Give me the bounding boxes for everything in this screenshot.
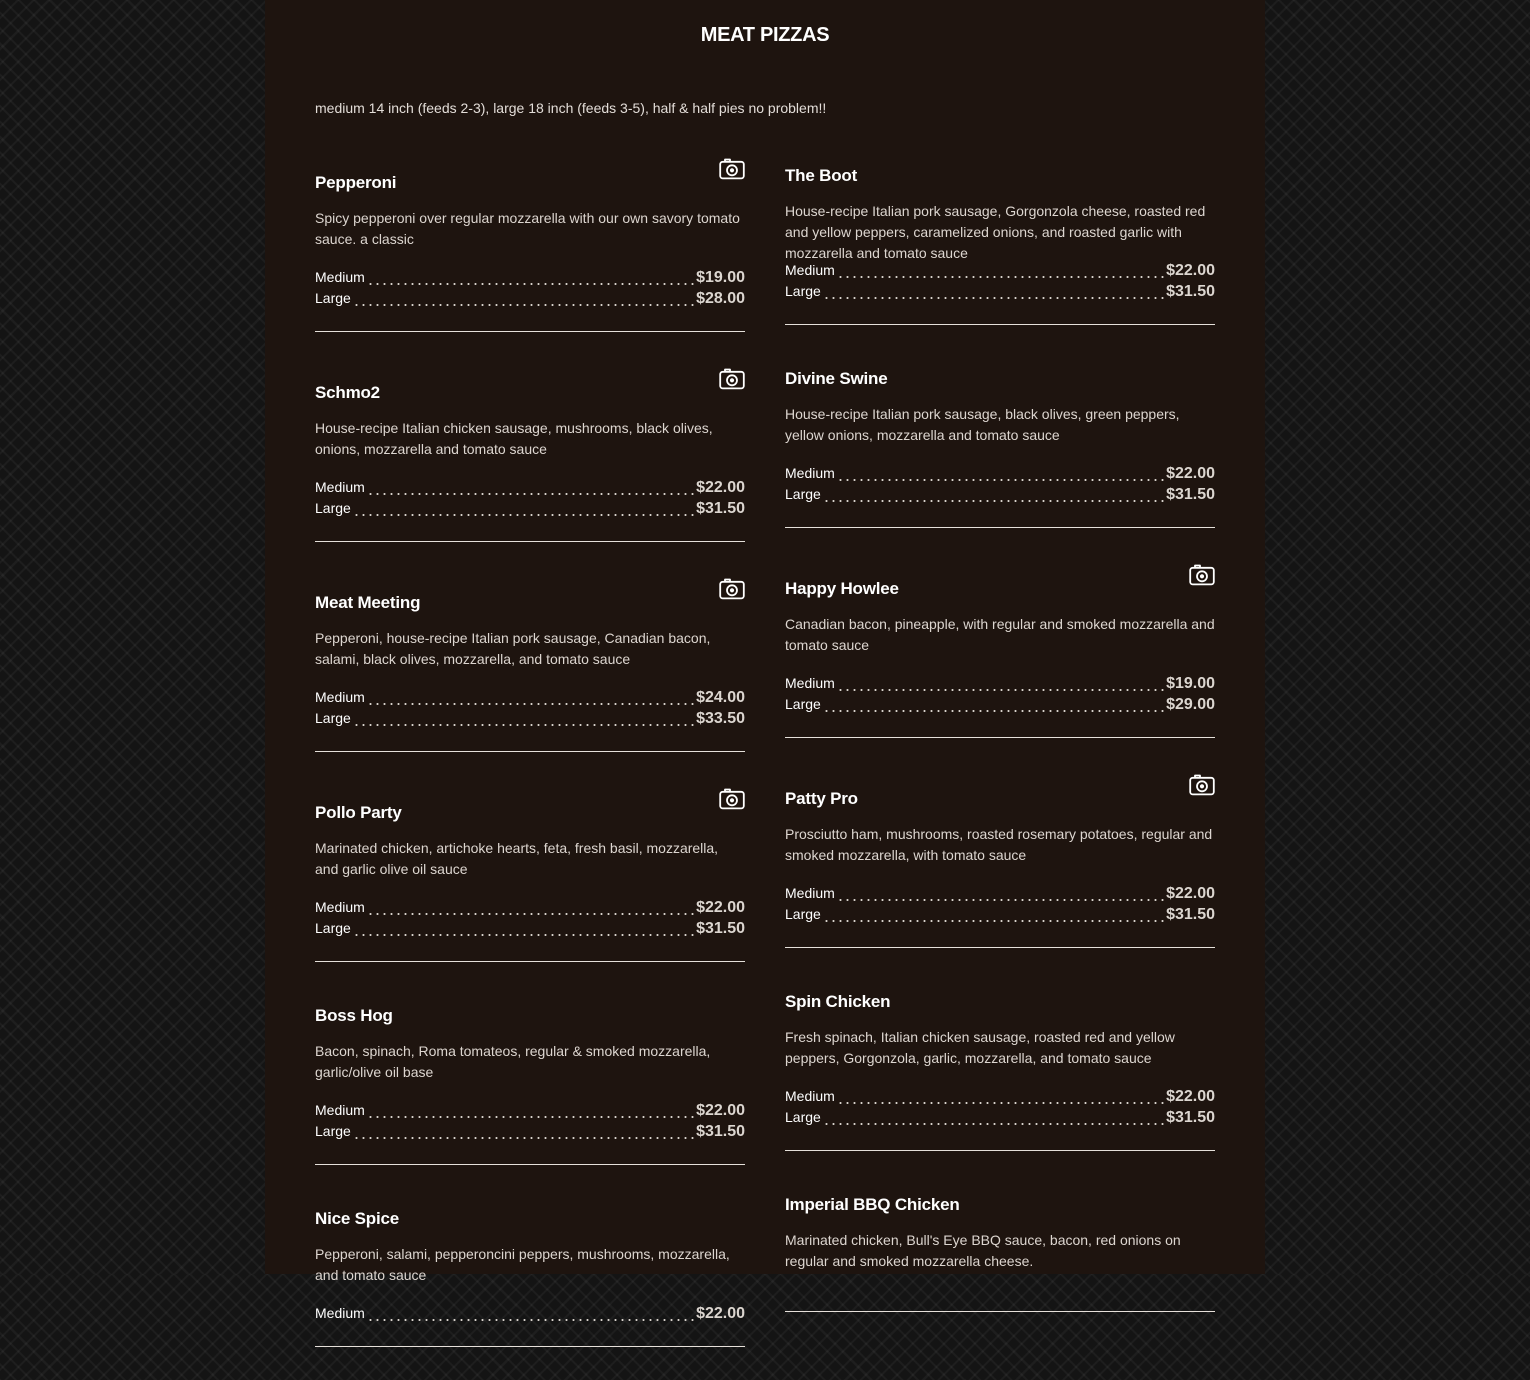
price-size-label: Medium bbox=[785, 885, 835, 901]
price-row bbox=[315, 500, 745, 521]
menu-item bbox=[785, 1184, 1215, 1312]
menu-item-header bbox=[785, 155, 1215, 188]
dot-leader bbox=[823, 500, 1164, 502]
menu-item bbox=[315, 365, 745, 542]
price-row bbox=[315, 689, 745, 710]
price-row bbox=[785, 283, 1215, 304]
price-size-label: Medium bbox=[315, 899, 365, 915]
dot-leader bbox=[837, 899, 1164, 901]
price-row bbox=[785, 486, 1215, 507]
menu-item-name: Pollo Party bbox=[315, 803, 402, 822]
price-row bbox=[315, 710, 745, 731]
price-row bbox=[785, 1088, 1215, 1109]
menu-column-left bbox=[315, 155, 745, 1380]
menu-item bbox=[315, 1198, 745, 1347]
menu-item bbox=[785, 561, 1215, 738]
price-amount: $22.00 bbox=[1166, 465, 1215, 482]
price-row bbox=[315, 290, 745, 311]
price-amount: $31.50 bbox=[696, 500, 745, 517]
menu-item-prices bbox=[315, 1091, 745, 1165]
menu-item-header bbox=[315, 1198, 745, 1231]
dot-leader bbox=[353, 934, 694, 936]
menu-item-prices bbox=[785, 454, 1215, 528]
menu-item-description: Spicy pepperoni over regular mozzarella with our own savory tomato sauce. a classic bbox=[315, 210, 740, 247]
price-row bbox=[315, 920, 745, 941]
menu-item-description: Marinated chicken, artichoke hearts, feta, fresh basil, mozzarella, and garlic olive oil sauce bbox=[315, 840, 719, 877]
price-amount: $22.00 bbox=[696, 899, 745, 916]
menu-item-header bbox=[785, 1184, 1215, 1217]
menu-item-header bbox=[315, 155, 745, 195]
menu-item-description: House-recipe Italian chicken sausage, mushrooms, black olives, onions, mozzarella and tomato sauce bbox=[315, 420, 713, 457]
dot-leader bbox=[823, 710, 1164, 712]
price-amount: $31.50 bbox=[696, 1123, 745, 1140]
price-amount: $31.50 bbox=[1166, 1109, 1215, 1126]
price-row bbox=[785, 262, 1215, 283]
price-row bbox=[315, 269, 745, 290]
menu-item-name: Patty Pro bbox=[785, 789, 858, 808]
price-size-label: Large bbox=[785, 486, 821, 502]
price-amount: $31.50 bbox=[696, 920, 745, 937]
menu-item-name: Imperial BBQ Chicken bbox=[785, 1195, 960, 1214]
menu-item bbox=[315, 785, 745, 962]
menu-item-prices bbox=[785, 1280, 1215, 1312]
menu-item-name: Schmo2 bbox=[315, 383, 380, 402]
price-size-label: Large bbox=[315, 710, 351, 726]
price-amount: $28.00 bbox=[696, 290, 745, 307]
price-amount: $24.00 bbox=[696, 689, 745, 706]
menu-item-name: Nice Spice bbox=[315, 1209, 399, 1228]
price-row bbox=[315, 479, 745, 500]
dot-leader bbox=[353, 1137, 694, 1139]
dot-leader bbox=[367, 493, 694, 495]
price-size-label: Large bbox=[315, 1123, 351, 1139]
price-size-label: Medium bbox=[785, 465, 835, 481]
menu-item bbox=[315, 155, 745, 332]
price-amount: $33.50 bbox=[696, 710, 745, 727]
price-size-label: Medium bbox=[315, 689, 365, 705]
dot-leader bbox=[367, 913, 694, 915]
price-amount: $31.50 bbox=[1166, 283, 1215, 300]
dot-leader bbox=[823, 297, 1164, 299]
price-size-label: Medium bbox=[315, 1305, 365, 1321]
price-amount: $22.00 bbox=[696, 1305, 745, 1322]
menu-item bbox=[785, 771, 1215, 948]
menu-item-description: House-recipe Italian pork sausage, Gorgonzola cheese, roasted red and yellow peppers, caramelized onions, and roasted garlic with mozzarella and tomato sauce bbox=[785, 203, 1206, 261]
menu-item-description: Fresh spinach, Italian chicken sausage, roasted red and yellow peppers, Gorgonzola, garlic, mozzarella, and tomato sauce bbox=[785, 1029, 1175, 1066]
price-amount: $19.00 bbox=[1166, 675, 1215, 692]
price-size-label: Medium bbox=[785, 675, 835, 691]
price-amount: $22.00 bbox=[1166, 262, 1215, 279]
price-row bbox=[315, 1102, 745, 1123]
menu-item-header bbox=[785, 358, 1215, 391]
camera-icon[interactable] bbox=[719, 158, 745, 180]
section-intro: medium 14 inch (feeds 2-3), large 18 inch (feeds 3-5), half & half pies no problem!! bbox=[315, 100, 827, 116]
menu-item-description: Prosciutto ham, mushrooms, roasted rosemary potatoes, regular and smoked mozzarella, with tomato sauce bbox=[785, 826, 1213, 863]
menu-item-name: Happy Howlee bbox=[785, 579, 899, 598]
menu-item-prices bbox=[315, 888, 745, 962]
menu-item-header bbox=[315, 995, 745, 1028]
camera-icon[interactable] bbox=[719, 368, 745, 390]
price-row bbox=[315, 1305, 745, 1326]
price-size-label: Large bbox=[315, 920, 351, 936]
price-size-label: Large bbox=[785, 283, 821, 299]
dot-leader bbox=[353, 304, 694, 306]
dot-leader bbox=[823, 920, 1164, 922]
price-size-label: Medium bbox=[785, 262, 835, 278]
price-row bbox=[315, 899, 745, 920]
dot-leader bbox=[837, 689, 1164, 691]
price-size-label: Medium bbox=[315, 269, 365, 285]
dot-leader bbox=[367, 703, 694, 705]
menu-item bbox=[785, 981, 1215, 1151]
menu-item-prices bbox=[315, 258, 745, 332]
camera-icon[interactable] bbox=[719, 788, 745, 810]
price-amount: $19.00 bbox=[696, 269, 745, 286]
dot-leader bbox=[367, 283, 694, 285]
price-row bbox=[785, 885, 1215, 906]
menu-item-header bbox=[315, 785, 745, 825]
menu-item-description: Bacon, spinach, Roma tomateos, regular & smoked mozzarella, garlic/olive oil base bbox=[315, 1043, 711, 1080]
price-size-label: Large bbox=[315, 500, 351, 516]
menu-item-prices bbox=[785, 1077, 1215, 1151]
menu-item-header bbox=[785, 771, 1215, 811]
price-row bbox=[315, 1123, 745, 1144]
menu-item bbox=[785, 358, 1215, 528]
menu-item bbox=[315, 995, 745, 1165]
price-size-label: Medium bbox=[315, 479, 365, 495]
menu-item-header bbox=[785, 981, 1215, 1014]
menu-item-header bbox=[315, 575, 745, 615]
menu-item-prices bbox=[785, 874, 1215, 948]
menu-item-name: Divine Swine bbox=[785, 369, 888, 388]
price-size-label: Large bbox=[315, 290, 351, 306]
camera-icon[interactable] bbox=[719, 578, 745, 600]
price-size-label: Large bbox=[785, 1109, 821, 1125]
dot-leader bbox=[837, 479, 1164, 481]
dot-leader bbox=[367, 1116, 694, 1118]
camera-icon[interactable] bbox=[1189, 564, 1215, 586]
menu-item-name: The Boot bbox=[785, 166, 858, 185]
menu-item-header bbox=[785, 561, 1215, 601]
menu-item bbox=[315, 575, 745, 752]
menu-item-prices bbox=[315, 1294, 745, 1347]
dot-leader bbox=[823, 1123, 1164, 1125]
price-amount: $22.00 bbox=[696, 1102, 745, 1119]
price-row bbox=[785, 1109, 1215, 1130]
menu-item-description: Marinated chicken, Bull's Eye BBQ sauce, bacon, red onions on regular and smoked mozzarella cheese. bbox=[785, 1232, 1181, 1269]
price-amount: $31.50 bbox=[1166, 906, 1215, 923]
price-row bbox=[785, 696, 1215, 717]
menu-item-name: Pepperoni bbox=[315, 173, 397, 192]
menu-item-name: Meat Meeting bbox=[315, 593, 421, 612]
menu-item-description: Pepperoni, house-recipe Italian pork sausage, Canadian bacon, salami, black olives, mozzarella, and tomato sauce bbox=[315, 630, 711, 667]
menu-item-description: Pepperoni, salami, pepperoncini peppers, mushrooms, mozzarella, and tomato sauce bbox=[315, 1246, 730, 1283]
dot-leader bbox=[837, 1102, 1164, 1104]
section-title: MEAT PIZZAS bbox=[700, 24, 830, 46]
price-size-label: Large bbox=[785, 906, 821, 922]
menu-item bbox=[785, 155, 1215, 325]
price-size-label: Medium bbox=[785, 1088, 835, 1104]
price-amount: $22.00 bbox=[1166, 1088, 1215, 1105]
price-amount: $31.50 bbox=[1166, 486, 1215, 503]
camera-icon[interactable] bbox=[1189, 774, 1215, 796]
menu-item-prices bbox=[785, 664, 1215, 738]
menu-item-description: House-recipe Italian pork sausage, black olives, green peppers, yellow onions, mozzarella and tomato sauce bbox=[785, 406, 1180, 443]
dot-leader bbox=[837, 276, 1164, 278]
price-row bbox=[785, 465, 1215, 486]
price-size-label: Medium bbox=[315, 1102, 365, 1118]
price-row bbox=[785, 675, 1215, 696]
price-amount: $29.00 bbox=[1166, 696, 1215, 713]
menu-panel bbox=[265, 0, 1265, 1322]
menu-item-description: Canadian bacon, pineapple, with regular and smoked mozzarella and tomato sauce bbox=[785, 616, 1215, 653]
menu-item-prices bbox=[315, 468, 745, 542]
price-amount: $22.00 bbox=[1166, 885, 1215, 902]
dot-leader bbox=[353, 514, 694, 516]
menu-column-right bbox=[785, 155, 1215, 1345]
menu-item-name: Boss Hog bbox=[315, 1006, 393, 1025]
price-row bbox=[785, 906, 1215, 927]
menu-item-name: Spin Chicken bbox=[785, 992, 891, 1011]
dot-leader bbox=[353, 724, 694, 726]
price-size-label: Large bbox=[785, 696, 821, 712]
price-amount: $22.00 bbox=[696, 479, 745, 496]
dot-leader bbox=[367, 1319, 694, 1321]
menu-item-header bbox=[315, 365, 745, 405]
menu-item-prices bbox=[315, 678, 745, 752]
